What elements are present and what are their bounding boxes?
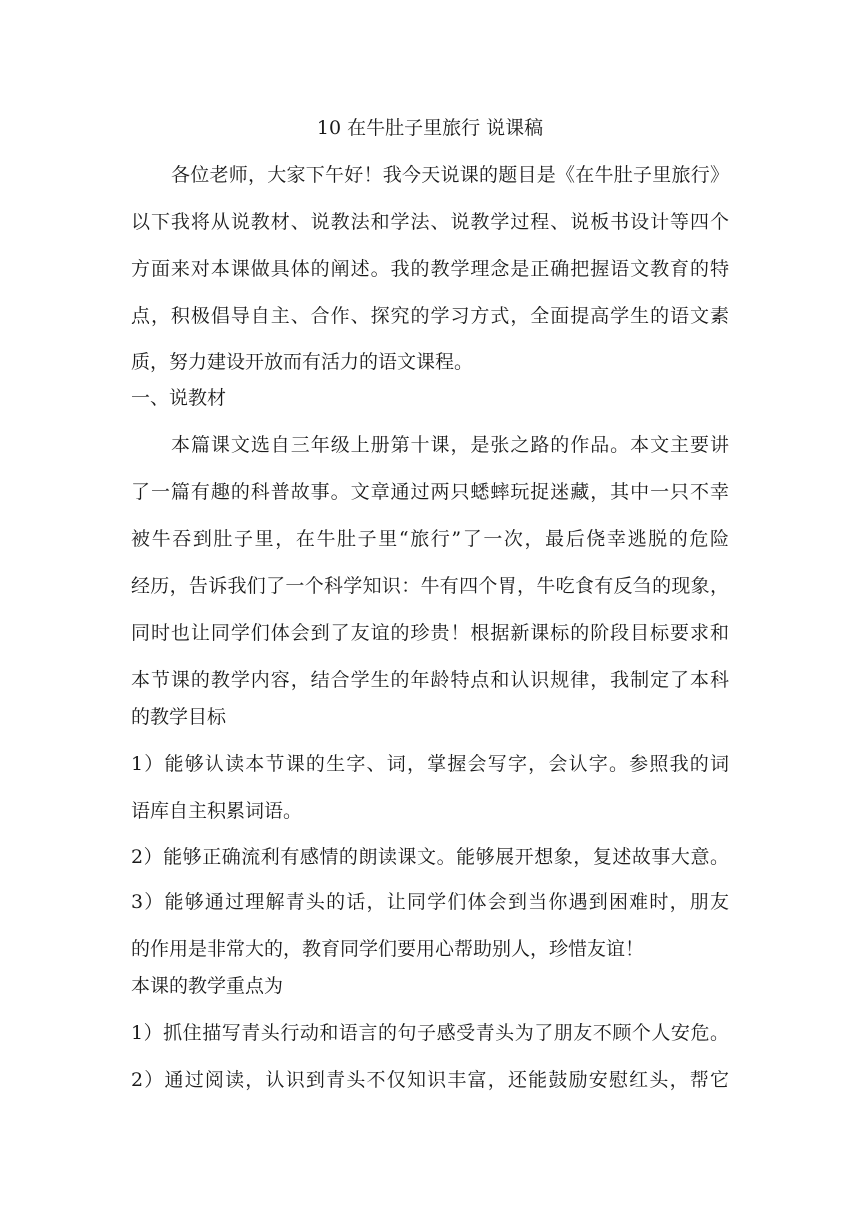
objective-item-continuation: 语库自主积累词语。 [131, 800, 303, 822]
paragraph-line: 了一篇有趣的科普故事。文章通过两只蟋蟀玩捉迷藏，其中一只不幸 [131, 481, 729, 503]
paragraph-line: 本节课的教学内容，结合学生的年龄特点和认识规律，我制定了本科 [131, 669, 729, 691]
objective-item-continuation: 的作用是非常大的，教育同学们要用心帮助别人，珍惜友谊！ [131, 938, 645, 960]
paragraph-line: 的教学目标 [131, 706, 227, 728]
section-heading: 一、说教材 [131, 387, 227, 409]
paragraph-line: 各位老师，大家下午好！我今天说课的题目是《在牛肚子里旅行》 [171, 164, 729, 186]
paragraph-line: 被牛吞到肚子里，在牛肚子里“旅行”了一次，最后侥幸逃脱的危险 [131, 528, 729, 550]
key-point-item: 2）通过阅读，认识到青头不仅知识丰富，还能鼓励安慰红头，帮它 [131, 1069, 729, 1091]
objective-item: 3）能够通过理解青头的话，让同学们体会到当你遇到困难时，朋友 [131, 891, 729, 913]
paragraph-line: 本篇课文选自三年级上册第十课，是张之路的作品。本文主要讲 [171, 434, 729, 456]
paragraph-line: 以下我将从说教材、说教法和学法、说教学过程、说板书设计等四个 [131, 211, 729, 233]
objective-item: 2）能够正确流利有感情的朗读课文。能够展开想象，复述故事大意。 [131, 846, 729, 868]
paragraph-line: 经历，告诉我们了一个科学知识：牛有四个胃，牛吃食有反刍的现象， [131, 575, 729, 597]
document-title: 10 在牛肚子里旅行 说课稿 [316, 117, 544, 139]
objective-item: 1）能够认读本节课的生字、词，掌握会写字，会认字。参照我的词 [131, 753, 729, 775]
paragraph-line: 同时也让同学们体会到了友谊的珍贵！根据新课标的阶段目标要求和 [131, 622, 729, 644]
paragraph-line: 方面来对本课做具体的阐述。我的教学理念是正确把握语文教育的特 [131, 258, 729, 280]
key-point-item: 1）抓住描写青头行动和语言的句子感受青头为了朋友不顾个人安危。 [131, 1022, 729, 1044]
paragraph-line: 质，努力建设开放而有活力的语文课程。 [131, 351, 474, 373]
paragraph-line: 点，积极倡导自主、合作、探究的学习方式，全面提高学生的语文素 [131, 305, 729, 327]
key-points-heading: 本课的教学重点为 [131, 975, 284, 997]
